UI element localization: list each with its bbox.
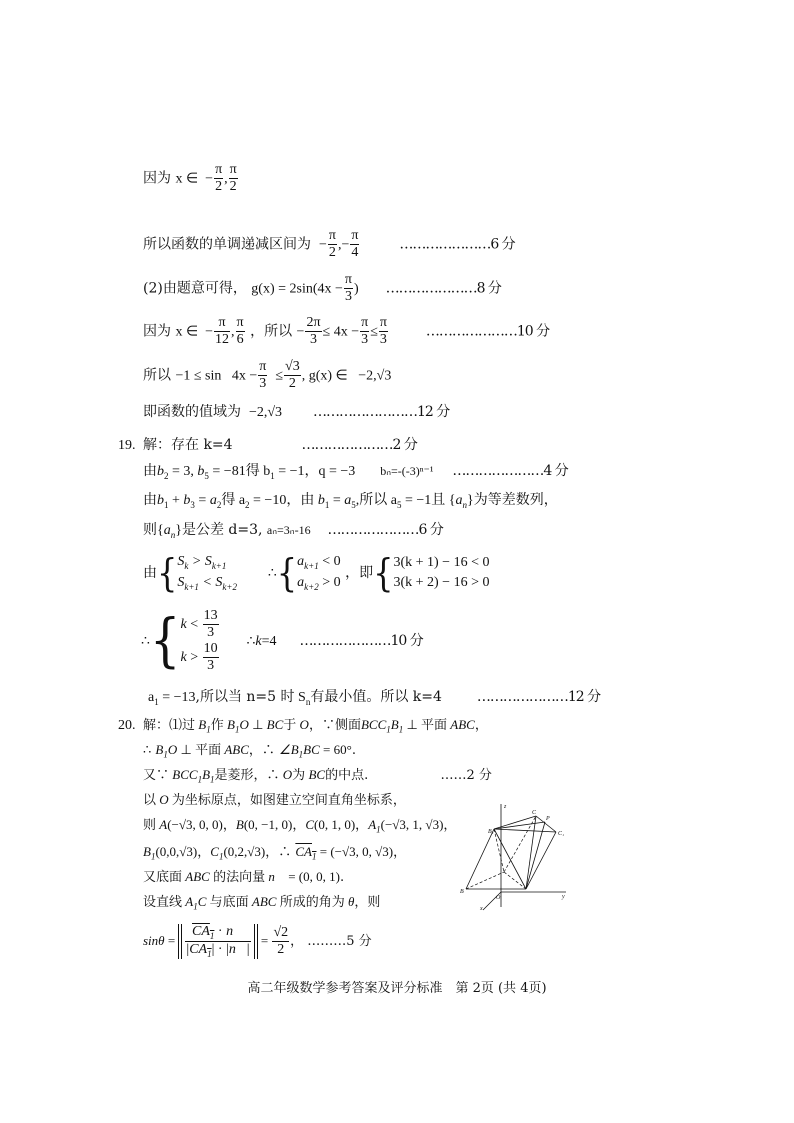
label-o: O xyxy=(496,895,501,901)
score-5: ………5 分 xyxy=(307,934,372,950)
p18-line1: 因为 x ∈ − $\frac{\pi}{2}$ , $\frac{\pi}{2}$ xyxy=(143,162,237,195)
p20-line6: $B_1(0,0,√3)$，$C_1(0,2,√3)$，∴ $CA_1 = (-√3$, 0, √3)， xyxy=(143,844,407,862)
p20-line5: 则 A(−√3, 0, 0)，B(0, −1, 0)，C(0, 1, 0)，$A_1(-√3$, 1, √3)， xyxy=(143,817,457,835)
label-b1: B₁ xyxy=(488,829,494,835)
p20-line8: 设直线 $A_1C$ 与底面 ABC 所成的角为 θ，则 xyxy=(143,894,381,912)
p20-line4: 以 O 为坐标原点，如图建立空间直角坐标系， xyxy=(143,792,406,808)
axis-label-x: x xyxy=(480,906,483,912)
p19-line4: 则$\{a_n\}$是公差 d=3, aₙ=3ₙ-16 …………………6 分 xyxy=(143,522,443,540)
p20-line7: 又底面 ABC 的法向量 n⃗ = (0, 0, 1). xyxy=(143,869,345,885)
p19-line6: ∴{k < $\frac{13}{3}$ k > $\frac{10}{3}$ ∴k=4 …………………10 分 xyxy=(141,607,423,675)
score-4: …………………4 分 xyxy=(452,463,568,479)
q20-number: 20. xyxy=(118,718,136,733)
score-10b: …………………10 分 xyxy=(299,633,423,650)
p20-line2: ∴ $B_1O$ ⊥ 平面 ABC，∴ $\angle B_1BC = 60^\circ$. xyxy=(143,742,356,760)
axis-label-y: y xyxy=(562,894,565,900)
p18-line4: 因为 x ∈ − $\frac{\pi}{12}$ , $\frac{\pi}{6}$ ，所以 − $\frac{2\pi}{3}$ ≤ 4x − $\frac{\pi}{3}$ ≤ $\frac{\pi}{3}$ …………………10 分 xyxy=(143,315,550,348)
score-6: …………………6 分 xyxy=(399,236,515,253)
p20-line9: sinθ = $\frac{CA_1 \cdot n⃗}{|CA_1| \cdot |n⃗|}$ = $\frac{√2}{2}$ ， ………5 分 xyxy=(143,924,372,959)
axis-label-z: z xyxy=(504,804,507,810)
prism-coordinate-figure xyxy=(458,802,568,912)
label-p: P xyxy=(546,816,550,822)
score-10a: …………………10 分 xyxy=(425,323,550,340)
label-c-top: C xyxy=(532,810,537,816)
score-2a: …………………2 分 xyxy=(301,437,417,453)
label-b: B xyxy=(460,889,464,895)
score-2b: ……2 分 xyxy=(440,768,492,783)
p18-line3: (2)由题意可得， g(x) = 2sin(4x − $\frac{\pi}{3}$ ) …………………8 分 xyxy=(143,272,501,305)
p20-line1: 解：⑴过 $B_1$作 $B_1O$ ⊥ BC于 O，∵侧面$BCC_1B_1$ ⊥ 平面 ABC， xyxy=(143,717,488,735)
score-12a: ……………………12 分 xyxy=(312,404,450,420)
p19-line5: 由{$S_k > S_{k+1}$ $S_{k+1} < S_{k+2}$ $\therefore\{a_{k+1} < 0$ $a_{k+2} > 0$ ，即{3(k + 1) − 16 < 0 3(k + 2) − 16 > 0 xyxy=(143,550,490,596)
p18-line6: 即函数的值域为 −2,√3 ……………………12 分 xyxy=(143,404,450,420)
p19-line1: 解：存在 k=4 …………………2 分 xyxy=(143,437,417,453)
score-8: …………………8 分 xyxy=(385,280,501,297)
p19-line2: 由$b_2 = 3$, $b_5 = -81$得 $b_1 = -1$，q = −3 bₙ=-(-3)ⁿ⁻¹ …………………4 分 xyxy=(143,463,568,481)
label-c1: C₁ xyxy=(558,831,565,837)
p18-line2: 所以函数的单调递减区间为 − $\frac{\pi}{2}$ ,− $\frac{\pi}{4}$ …………………6 分 xyxy=(143,228,515,261)
page-footer: 高二年级数学参考答案及评分标准 第 2页 (共 4页) xyxy=(247,981,547,996)
p18-line5: 所以 −1 ≤ sin 4x − $\frac{\pi}{3}$ ≤ $\frac{√3}{2}$ , g(x) ∈ −2,√3 xyxy=(143,359,392,392)
p19-line7: $a_1 = -13$,所以当 n=5 时 $S_n$有最小值。所以 k=4 …………………12 分 xyxy=(148,689,601,707)
p19-line3: 由$b_1 + b_3 = a_2$得 $a_2 = -10$，由 $b_1 = a_5$,所以 $a_5 = -1$且 $\{a_n\}$为等差数列， xyxy=(143,492,558,510)
p20-line3: 又∵ $BCC_1B_1$是菱形，∴ O为 BC的中点. ……2 分 xyxy=(143,767,492,785)
score-12b: …………………12 分 xyxy=(476,689,601,705)
q19-number: 19. xyxy=(118,438,136,453)
score-6b: …………………6 分 xyxy=(327,522,443,538)
